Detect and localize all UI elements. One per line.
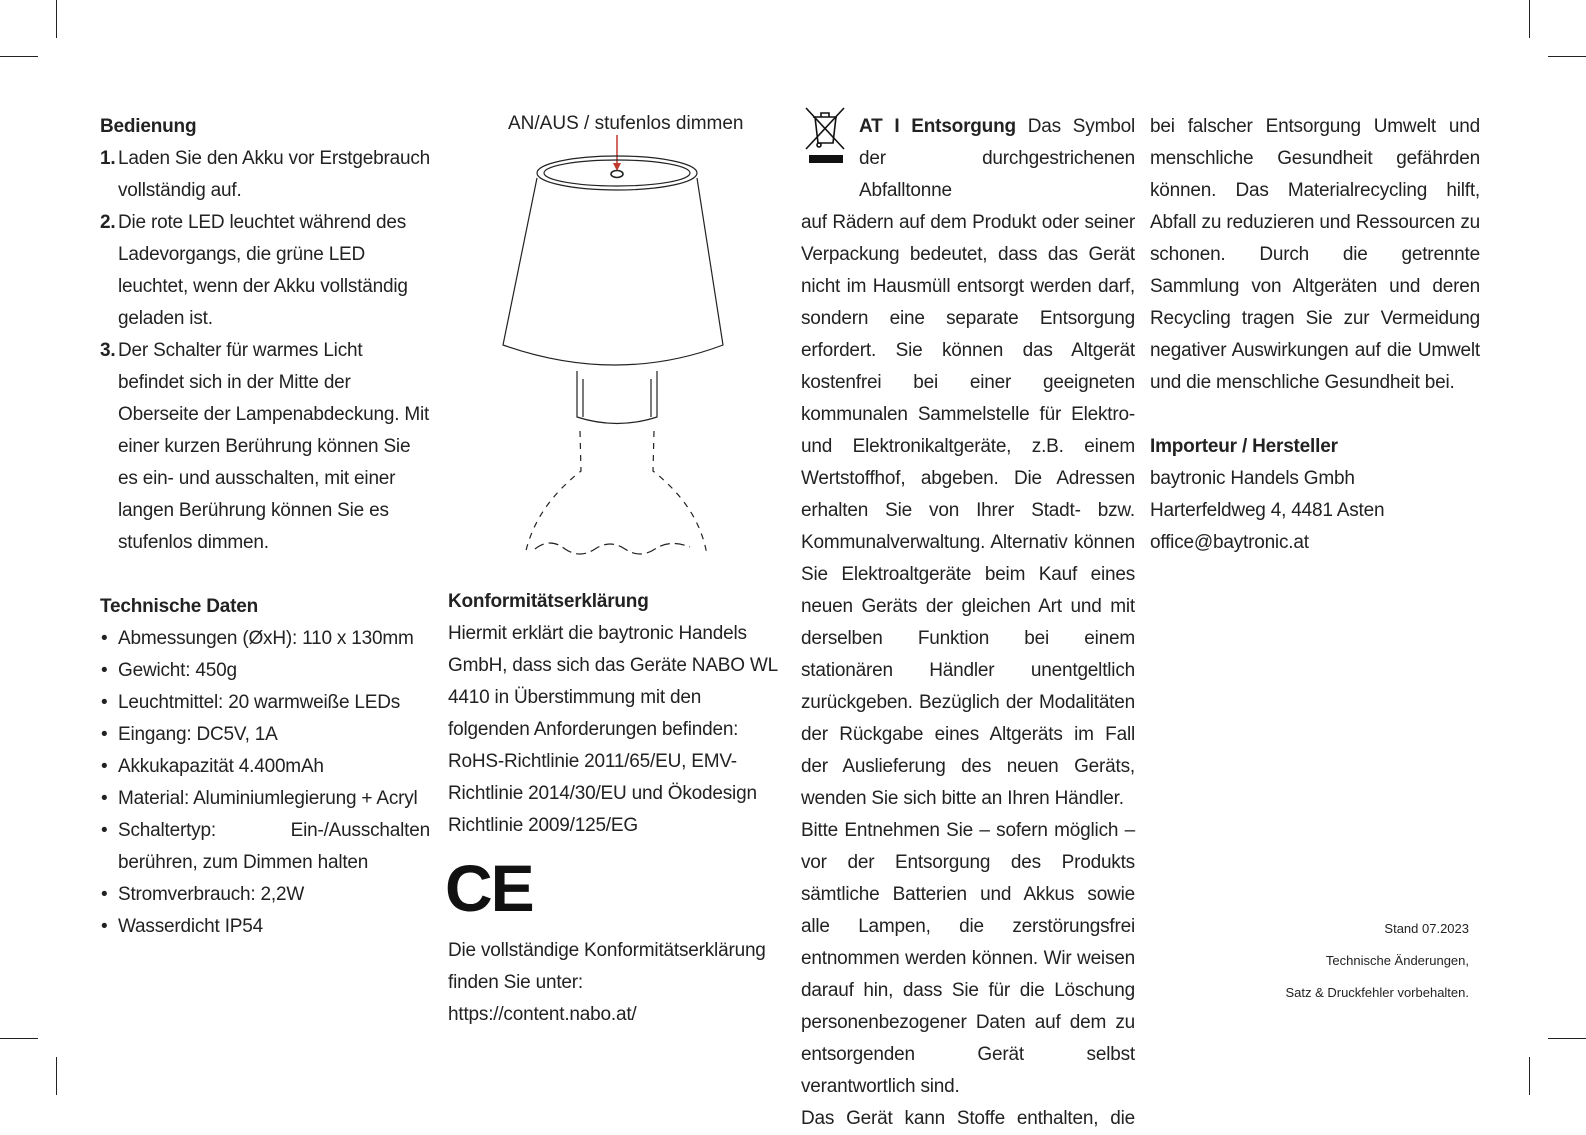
stand-date: Stand 07.2023 (1384, 921, 1469, 936)
column-conformity (448, 586, 778, 842)
crop-mark-tr-h (1548, 56, 1586, 57)
disposal-text: auf Rädern auf dem Produkt oder seiner Verpackung bedeutet, dass das Gerät nicht im Hausmüll entsorgt werden darf, sondern eine separate Entsorgung erfordert. Sie können das Altgerät kostenfrei bei einer geeigneten kommunalen Sammelstelle für Elektro- und Elektronikaltgeräte, z.B. einem Wertstoffhof, abgeben. Die Adressen erhalten Sie von Ihrer Stadt- bzw. Kommunalverwaltung. Alternativ können Sie Elektroaltgeräte beim Kauf eines neuen Geräts der gleichen Art und mit derselben Funktion bei einem stationären Händler unentgeltlich zurückgeben. Bezüglich der Modalitäten der Rückgabe eines Altgeräts im Fall der Auslieferung des neuen Geräts, wenden Sie sich bitte an Ihren Händler. (801, 212, 1135, 809)
tech-item: • Gewicht: 450g (101, 660, 237, 681)
crop-mark-tr-v (1529, 0, 1530, 38)
column-operation (100, 111, 430, 943)
tech-data-list (100, 623, 430, 943)
full-declaration (448, 935, 773, 1031)
importer-name: baytronic Handels Gmbh (1150, 468, 1355, 489)
tech-data-heading: Technische Daten (100, 596, 258, 617)
crop-mark-br-v (1529, 1057, 1530, 1095)
crop-mark-tl-h (0, 56, 38, 57)
crop-mark-tl-v (56, 0, 57, 38)
crop-mark-bl-h (0, 1038, 38, 1039)
batteries-text: Bitte Entnehmen Sie – sofern möglich – vor der Entsorgung des Produkts sämtliche Batterien und Akkus sowie alle Lampen, die zerstörungsfrei entnommen werden können. Wir weisen darauf hin, dass Sie für die Löschung personenbezogener Daten auf dem zu entsorgenden Gerät selbst verantwortlich sind. (801, 820, 1135, 1097)
footer-notes (1285, 913, 1469, 1009)
disposal-intro (801, 111, 1135, 207)
column-disposal (801, 111, 1135, 1135)
conformity-text: Hiermit erklärt die baytronic Handels GmbH, dass sich das Geräte NABO WL 4410 in Überstimmung mit den folgenden Anforderungen befinden: RoHS-Richtlinie 2011/65/EU, EMV-Richtlinie 2014/30/EU und Ökodesign Richtlinie 2009/125/EG (448, 623, 778, 836)
disposal-heading: AT I Entsorgung (859, 116, 1016, 137)
operation-steps (100, 143, 430, 559)
crop-mark-br-h (1548, 1038, 1586, 1039)
substances-text: Das Gerät kann Stoffe enthalten, die (801, 1108, 1135, 1129)
continuation-text: bei falscher Entsorgung Umwelt und menschliche Gesundheit gefährden können. Das Materialrecycling hilft, Abfall zu reduzieren und Ressourcen zu schonen. Durch die getrennte Sammlung von Altgeräten und deren Recycling tragen Sie zur Vermeidung negativer Auswirkungen auf die Umwelt und die menschliche Gesundheit bei. (1150, 116, 1480, 393)
tech-item: • Material: Aluminiumlegierung + Acryl (101, 788, 418, 809)
operation-heading: Bedienung (100, 116, 197, 137)
changes-note: Technische Änderungen, (1325, 953, 1469, 968)
operation-step: 3. Der Schalter für warmes Licht befindet sich in der Mitte der Oberseite der Lampenabdeckung. Mit einer kurzen Berührung können Sie es ein- und ausschalten, mit einer langen Berührung können Sie es stufenlos dimmen. (100, 340, 430, 553)
lamp-switch-label: AN/AUS / stufenlos dimmen (508, 113, 744, 134)
column-importer (1150, 111, 1480, 559)
conformity-heading: Konformitätserklärung (448, 591, 649, 612)
tech-item: • Leuchtmittel: 20 warmweiße LEDs (101, 692, 401, 713)
ce-mark: CE (445, 851, 533, 925)
tech-item: • Schaltertyp: Ein-/Ausschalten berühren, zum Dimmen halten (101, 820, 430, 873)
tech-item: • Wasserdicht IP54 (101, 916, 263, 937)
crop-mark-bl-v (56, 1057, 57, 1095)
operation-step: 1. Laden Sie den Akku vor Erstgebrauch vollständig auf. (100, 148, 430, 201)
importer-email: office@baytronic.at (1150, 532, 1309, 553)
disposal-intro-text: Das Symbol der durchgestrichenen Abfalltonne (859, 116, 1135, 201)
importer-address: Harterfeldweg 4, 4481 Asten (1150, 500, 1385, 521)
tech-item: • Eingang: DC5V, 1A (101, 724, 278, 745)
operation-step: 2. Die rote LED leuchtet während des Ladevorgangs, die grüne LED leuchtet, wenn der Akku vollständig geladen ist. (100, 212, 408, 329)
importer-heading: Importeur / Hersteller (1150, 436, 1338, 457)
full-declaration-text: Die vollständige Konformitätserklärung finden Sie unter: https://content.nabo.at/ (448, 940, 766, 1025)
tech-item: • Stromverbrauch: 2,2W (101, 884, 305, 905)
tech-item: • Akkukapazität 4.400mAh (101, 756, 324, 777)
lamp-illustration (495, 135, 735, 565)
tech-item: • Abmessungen (ØxH): 110 x 130mm (101, 628, 414, 649)
disclaimer-note: Satz & Druckfehler vorbehalten. (1285, 985, 1469, 1000)
